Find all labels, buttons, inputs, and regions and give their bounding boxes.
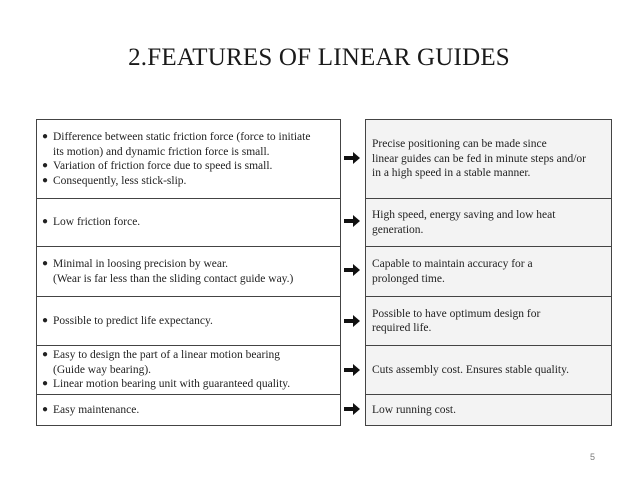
benefit-cell-1 [366,120,611,199]
feature-line: ● Minimal in loosing precision by wear. [42,258,229,270]
feature-line: (Guide way bearing). [53,363,152,376]
benefit-cell-5 [366,346,611,395]
benefit-cell-4 [366,297,611,346]
feature-cell-3 [37,247,340,297]
feature-line: ● Variation of friction force due to speed is small. [42,160,273,172]
benefit-line: Cuts assembly cost. Ensures stable quality. [372,363,569,376]
feature-line: ● Consequently, less stick-slip. [42,174,187,187]
benefit-line: Possible to have optimum design for [372,307,541,320]
bullet-icon: ● [42,378,49,390]
feature-line: ● Difference between static friction force (force to initiate [42,131,311,143]
benefit-line: in a high speed in a stable manner. [372,167,531,180]
benefit-line: Precise positioning can be made since [372,138,547,151]
feature-line: ● Low friction force. [42,216,141,229]
bullet-icon: ● [42,314,49,326]
benefit-line: prolonged time. [372,272,445,285]
bullet-icon: ● [42,160,49,171]
feature-cell-4 [37,297,340,346]
benefit-line: Low running cost. [372,403,457,416]
bullet-icon: ● [42,174,49,186]
slide-title: 2.FEATURES OF LINEAR GUIDES [128,44,510,71]
page-number: 5 [590,452,596,462]
benefit-cell-2 [366,199,611,247]
benefit-line: required life. [372,322,432,334]
benefit-line: linear guides can be fed in minute steps and/or [372,152,586,165]
right-arrow-icon [343,263,361,277]
feature-cell-2 [37,199,340,247]
right-arrow-icon [343,151,361,165]
feature-cell-6 [37,395,340,425]
benefit-cell-6 [366,395,611,425]
feature-line: ● Easy maintenance. [42,403,140,416]
bullet-icon: ● [42,131,49,142]
right-arrow-icon [343,214,361,228]
benefit-line: Capable to maintain accuracy for a [372,258,533,270]
feature-line: ● Easy to design the part of a linear motion bearing [42,349,281,362]
feature-line: its motion) and dynamic friction force is small. [53,145,270,158]
feature-cell-5 [37,346,340,395]
feature-line: ● Possible to predict life expectancy. [42,314,213,327]
bullet-icon: ● [42,349,49,361]
bullet-icon: ● [42,403,49,415]
bullet-icon: ● [42,216,49,228]
benefit-line: generation. [372,223,424,236]
benefits-table [365,119,612,426]
right-arrow-icon [343,314,361,328]
bullet-icon: ● [42,258,49,269]
features-table [36,119,341,426]
right-arrow-icon [343,363,361,377]
feature-cell-1 [37,120,340,199]
benefit-line: High speed, energy saving and low heat [372,209,556,221]
benefit-cell-3 [366,247,611,297]
right-arrow-icon [343,402,361,416]
feature-line: (Wear is far less than the sliding contact guide way.) [53,272,294,285]
feature-line: ● Linear motion bearing unit with guaranteed quality. [42,378,291,391]
